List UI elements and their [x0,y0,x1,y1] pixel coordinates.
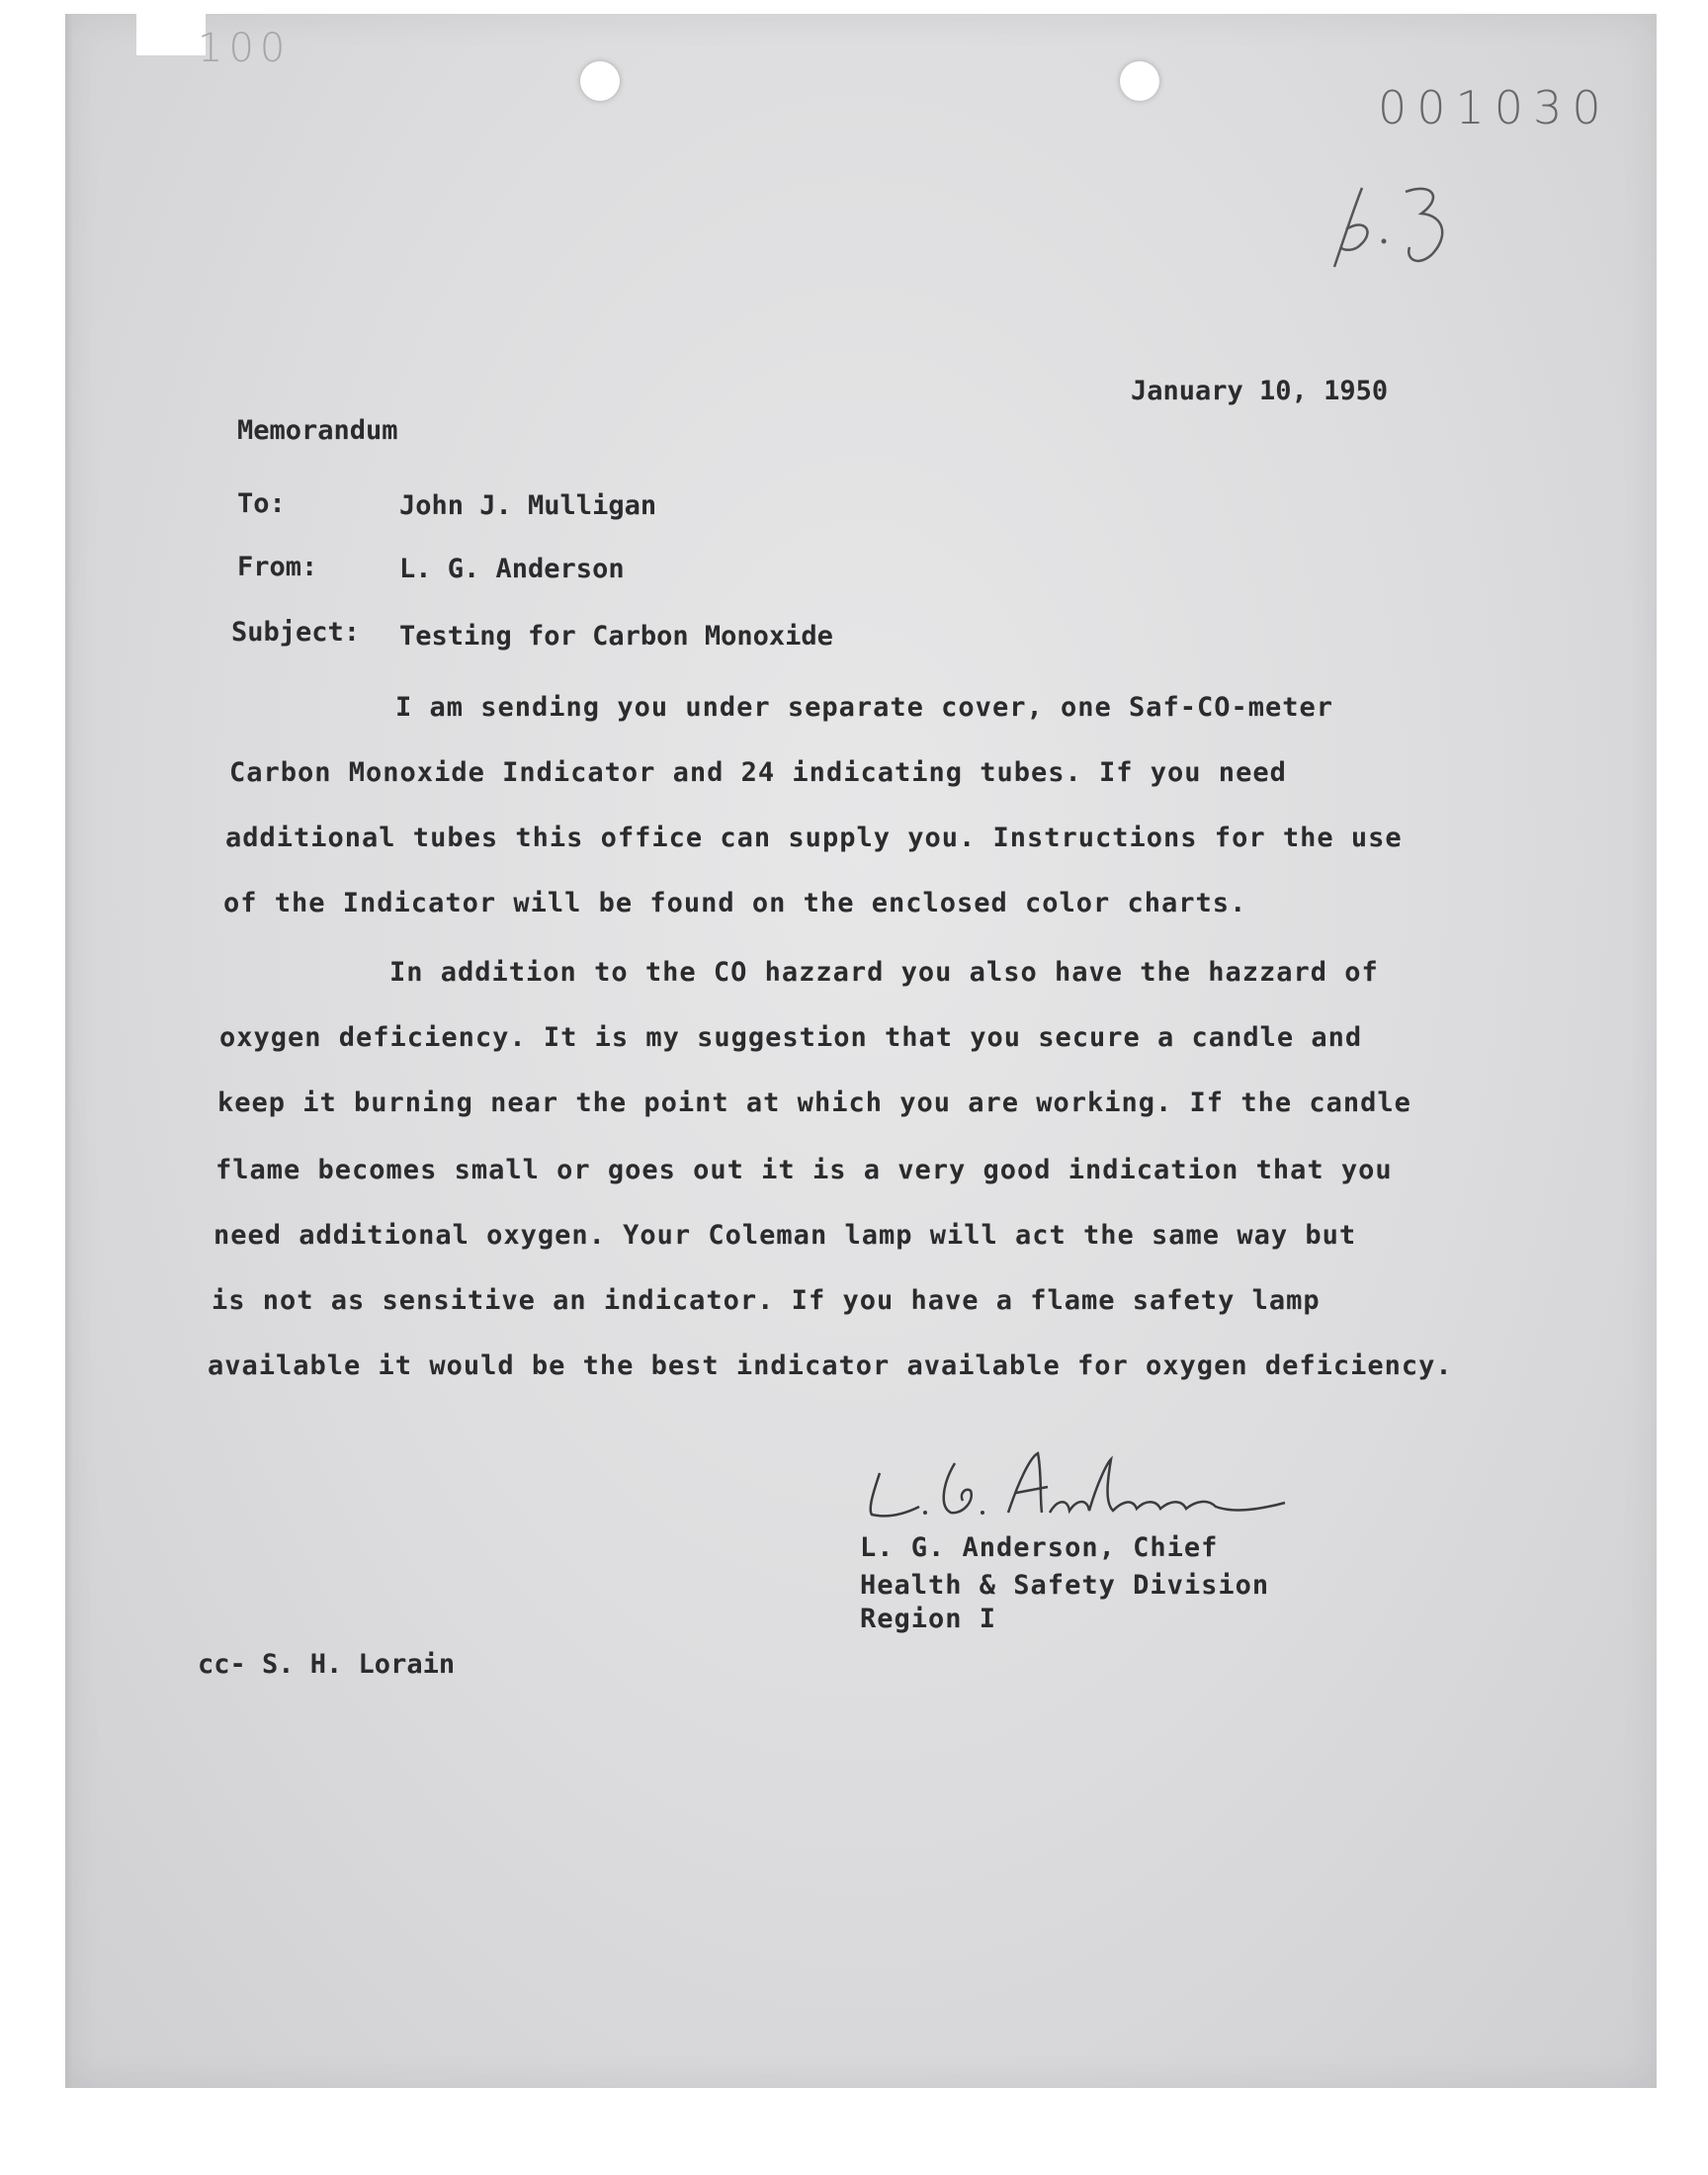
subject-value: Testing for Carbon Monoxide [399,621,833,652]
document-number-stamp: 001030 [1378,81,1611,134]
paragraph2-line: available it would be the best indicator available for oxygen deficiency. [208,1350,1453,1381]
signature [860,1443,1295,1532]
handwritten-mark [1315,168,1463,277]
paragraph2-line: keep it burning near the point at which you are working. If the candle [217,1088,1411,1118]
paragraph2-line: flame becomes small or goes out it is a very good indication that you [215,1155,1393,1185]
from-value: L. G. Anderson [399,554,625,584]
signature-block-line: L. G. Anderson, Chief [860,1532,1219,1563]
paragraph2-line: is not as sensitive an indicator. If you have a flame safety lamp [212,1285,1321,1316]
memo-date: January 10, 1950 [1131,376,1389,406]
to-value: John J. Mulligan [399,490,657,521]
memo-type-label: Memorandum [237,415,398,446]
punch-hole-left [580,61,620,101]
paragraph2-line: In addition to the CO hazzard you also have the hazzard of [389,957,1379,988]
carbon-copy-line: cc- S. H. Lorain [198,1649,456,1680]
paragraph1-line: I am sending you under separate cover, one Saf-CO-meter [395,692,1334,723]
paragraph1-line: Carbon Monoxide Indicator and 24 indicating tubes. If you need [229,757,1287,788]
punch-hole-right [1120,61,1159,101]
signature-block-line: Region I [860,1604,997,1634]
paragraph2-line: oxygen deficiency. It is my suggestion that you secure a candle and [219,1022,1363,1053]
corner-redaction [136,0,206,55]
page-edge-shadow [65,14,73,2088]
paragraph2-line: need additional oxygen. Your Coleman lamp will act the same way but [214,1220,1357,1251]
signature-block-line: Health & Safety Division [860,1570,1270,1601]
top-left-stamp-number: 100 [198,26,292,71]
paragraph1-line: additional tubes this office can supply you. Instructions for the use [225,823,1403,853]
from-label: From: [237,552,318,582]
subject-label: Subject: [231,617,361,648]
paragraph1-line: of the Indicator will be found on the enclosed color charts. [223,888,1247,918]
to-label: To: [237,488,286,519]
